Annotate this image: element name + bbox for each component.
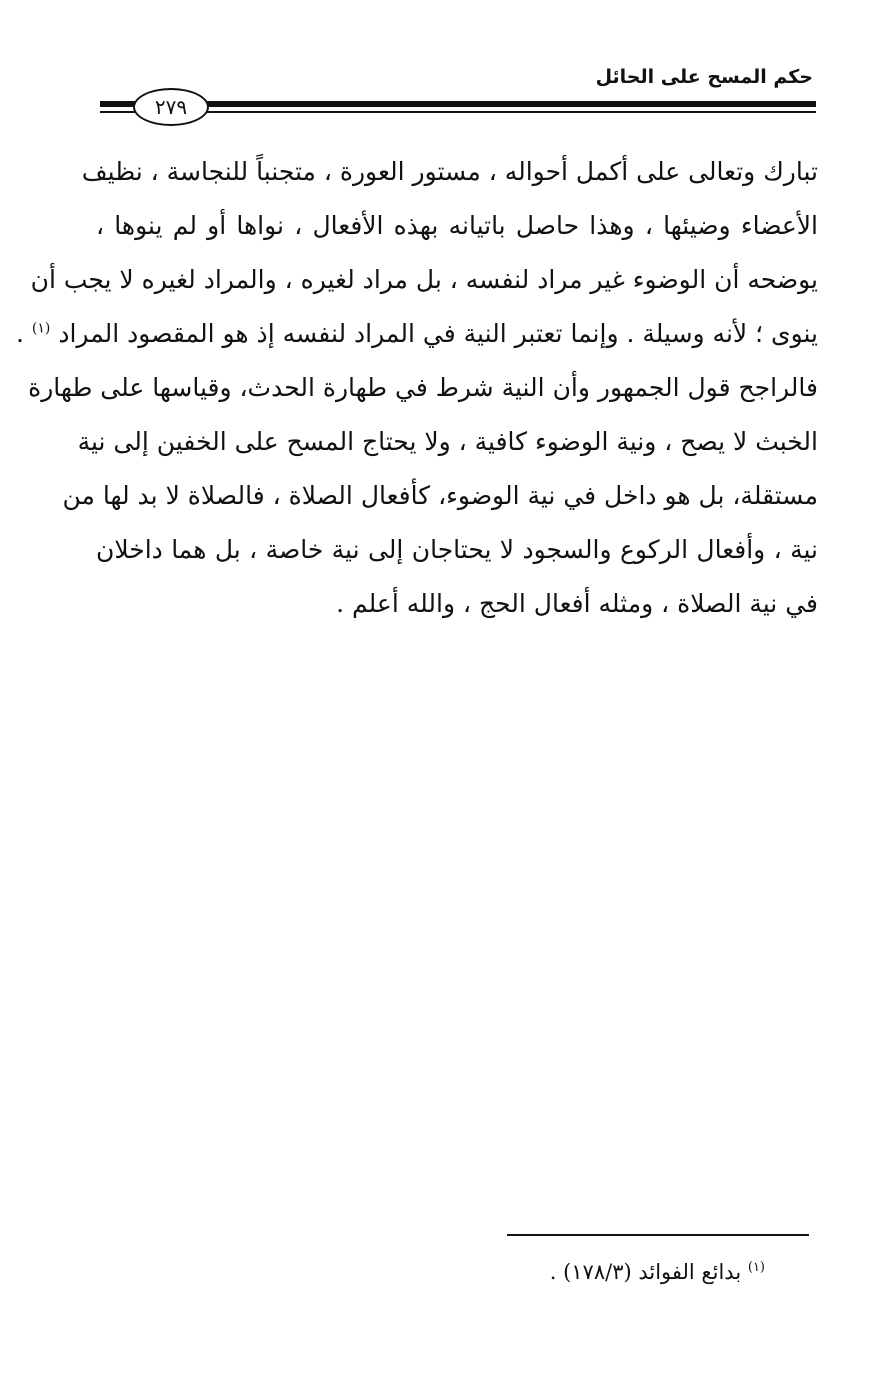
body-line-6: الخبث لا يصح ، ونية الوضوء كافية ، ولا يحتاج المسح على الخفين إلى نية — [77, 427, 818, 456]
body-line-7: مستقلة، بل هو داخل في نية الوضوء، كأفعال الصلاة ، فالصلاة لا بد لها من — [62, 481, 818, 510]
footnote — [550, 1260, 765, 1284]
page-number: ٢٧٩ — [133, 88, 209, 126]
footnote-reference: (١) — [31, 320, 51, 337]
body-line-2: الأعضاء وضيئها ، وهذا حاصل باتيانه بهذه الأفعال ، نواها أو لم ينوها ، — [96, 211, 818, 240]
body-line-8: نية ، وأفعال الركوع والسجود لا يحتاجان إلى نية خاصة ، بل هما داخلان — [96, 535, 818, 564]
footnote-separator — [507, 1234, 809, 1236]
body-line-4-end: . — [16, 319, 24, 348]
body-line-9: في نية الصلاة ، ومثله أفعال الحج ، والله أعلم . — [336, 589, 818, 618]
body-line-5: فالراجح قول الجمهور وأن النية شرط في طهارة الحدث، وقياسها على طهارة — [28, 373, 818, 402]
body-text — [16, 145, 818, 631]
body-line-4-text: ينوى ؛ لأنه وسيلة . وإنما تعتبر النية في المراد لنفسه إذ هو المقصود المراد — [58, 319, 818, 348]
running-title: حكم المسح على الحائل — [595, 66, 813, 88]
body-line-1: تبارك وتعالى على أكمل أحواله ، مستور العورة ، متجنباً للنجاسة ، نظيف — [81, 157, 818, 186]
body-line-4 — [16, 307, 818, 361]
body-line-3: يوضحه أن الوضوء غير مراد لنفسه ، بل مراد لغيره ، والمراد لغيره لا يجب أن — [30, 265, 818, 294]
footnote-text: بدائع الفوائد (١٧٨/٣) . — [549, 1260, 742, 1284]
footnote-mark: (١) — [747, 1260, 765, 1275]
